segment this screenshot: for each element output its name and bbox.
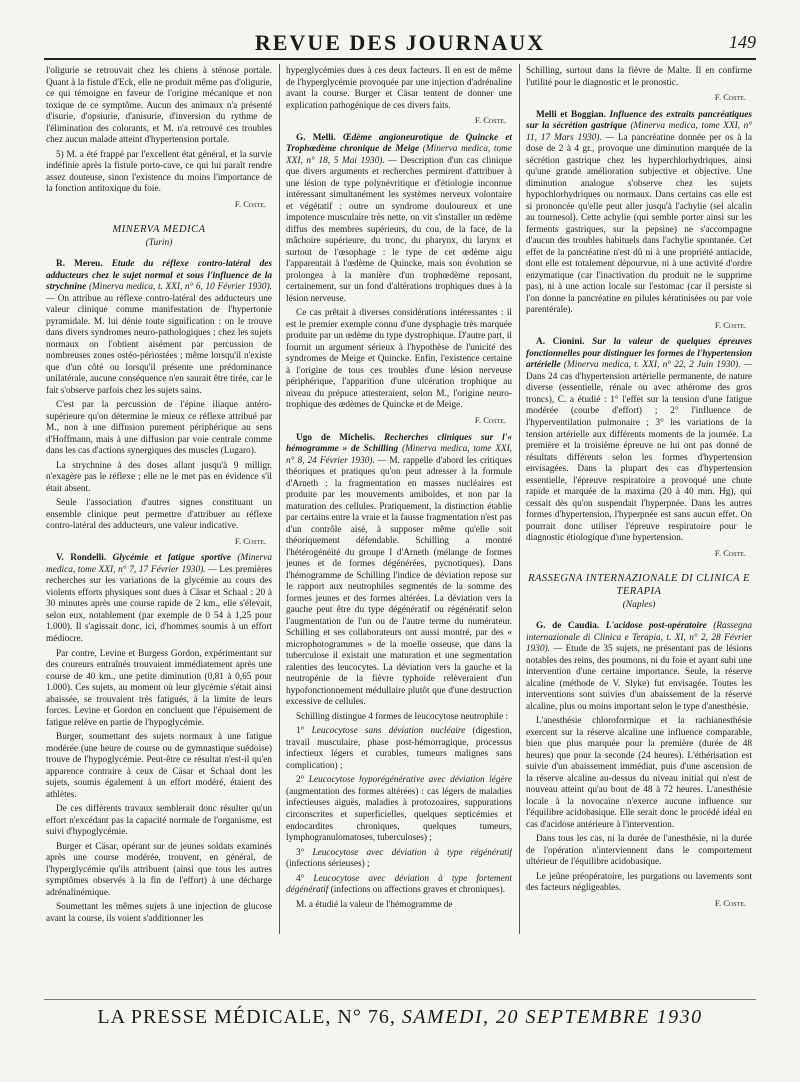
column-middle [286, 66, 512, 926]
article-journal: (Minerva medica, tome XXI, n° 8, 24 Février 1930). — [286, 444, 512, 466]
article-author: Melli et Boggian. [536, 109, 606, 120]
list-text: (infections ou affections graves et chroniques). [328, 885, 506, 896]
signature: F. Coste. [714, 897, 746, 908]
list-number: 3° [296, 847, 313, 858]
article-heading [526, 337, 752, 544]
section-title: MINERVA MEDICA [112, 224, 206, 236]
list-item [286, 848, 512, 871]
list-term: Leucocytose avec déviation à type régénératif [312, 847, 512, 858]
article-author: G. de Caudia. [536, 620, 600, 631]
list-item [286, 874, 512, 897]
footer-rule [44, 999, 756, 1000]
journal-title: REVUE DES JOURNAUX [254, 30, 546, 55]
page-number: 149 [729, 32, 756, 52]
list-text: (augmentation des formes altérées) : cas légers de maladies infectieuses aiguës, maladies à protozoaires, suppurations circonscrites et superficielles, quelques septicémies et endocardites chroniques, quelques tumeurs, lymphogranulomatoses, tuberculoses) ; [286, 786, 512, 844]
article-text: On attribue au réflexe contro-latéral des adducteurs une valeur clinique comme manifestation de l'hypertonie pyramidale. M. lui dénie toute signification : on le trouve dans divers syndromes neuro-pathologiques ; chez les sujets normaux on l'obtient aisément par percussion de nombreuses zones ostéo-périostées ; même lorsqu'il n'existe que d'un côté ou lorsqu'il présente une prédominance unilatérale, aucune conséquence n'en saurait être tirée, car le fait s'observe parfois chez les sujets sains. [46, 293, 272, 396]
signature: F. Coste. [234, 198, 266, 209]
article-heading [46, 553, 272, 645]
article-author: A. Cionini. [536, 337, 585, 348]
article-heading [46, 259, 272, 397]
signature: F. Coste. [714, 319, 746, 330]
page-header [44, 30, 756, 55]
column-left [46, 66, 272, 926]
list-text: (digestion, travail musculaire, phase post-hémorragique, processus infectieux légers et curables, tumeurs malignes sans complication) ; [286, 726, 512, 771]
paragraph: l'oligurie se retrouvait chez les chiens à sténose portale. Quant à la fistule d'Eck, elle ne produit même pas d'oligurie, ce qui témoigne en faveur de l'origine mécanique et non toxique de ce symptôme. Aucun des animaux n'a présenté d'isurie, d'opsiurie, d'anisurie, d'inversion du rythme de l'élimination des colorants, et M. n'a retrouvé ces troubles chez aucun malade atteint d'hypertension portale. [46, 66, 272, 146]
article-journal: (Minerva medica, tome XXI, n° 11, 17 Mars 1930). — [526, 121, 752, 143]
article-heading [286, 433, 512, 709]
section-title: RASSEGNA INTERNAZIONALE DI CLINICA E TERAPIA [528, 573, 750, 598]
article-text: M. rappelle d'abord les critiques théoriques et pratiques qu'on peut adresser à la formule d'Arneth : la fragmentation en masses nucléaires est produite par les mouvements amiboïdes, et non par la maturation des cellules. Pratiquement, la distinction établie par certains entre la vraie et la fausse fragmentation n'est pas d'un contrôle aisé, à supposer même qu'elle soit théoriquement défendable. Schilling a montré l'hétérogénéité du groupe I d'Arneth (mélange de formes jeunes et de formes dégénérées, pycnotiques). Dans l'hémogramme de Schilling l'indice de déviation repose sur le rapport aux neutrophiles segmentés de la somme des formes jeunes et des formes altérées. La déviation vers la gauche peut être du type dégénératif ou régénératif selon l'augmentation de l'un ou de l'autre terme du numérateur. Schilling et ses collaborateurs ont aussi montré, par des « microphotogrammes » de la moelle osseuse, que dans la tuberculose il existait une maturation et une segmentation ralenties des leucocytes. La déviation vers la gauche et la neutropénie de la fièvre typhoïde relèveraient d'un hypofonctionnement médullaire plutôt que d'une destruction excessive de cellules. [286, 455, 512, 708]
article-journal: (Minerva medica, t. XXI, n° 6, 10 Février 1930). — [46, 282, 272, 304]
signature: F. Coste. [474, 414, 506, 425]
article-author: R. Mereu. [56, 258, 103, 269]
article-title: Etude du réflexe contro-latéral des adducteurs chez le sujet normal et sous l'influence de la strychnine [46, 258, 272, 293]
header-rule [44, 58, 756, 60]
list-text: (infections sérieuses) ; [286, 859, 370, 870]
article-text: Description d'un cas clinique que divers arguments et recherches permirent d'attribuer à une lésion de type polynévritique et d'étiologie inconnue intéressant simultanément les systèmes nerveux volontaire et végétatif : outre un syndrome douloureux et une impotence musculaire très nette, on vit s'installer un œdème diffus des membres supérieurs, du cou, de la face, de la mâchoire supérieure, du tronc, du pharynx, du larynx et surtout de l'œsophage : le type de cet œdème aigu l'apparentait à l'œdème de Quincke, mais son évolution se prolongea à la manière d'un trophœdème reposant, certainement, sur un fond d'altérations trophiques dues à la lésion nerveuse. [286, 155, 512, 304]
article-text: La pancréatine donnée per os à la dose de 2 à 4 gr., provoque une diminution marquée de la sécrétion gastrique chez les hyperchlorhydriques, ainsi qu'une grande amélioration subjective et objective. Une diminution analogue s'observe chez les sujets hypochlorhydriques ou normaux. Dans certains cas elle est si prononcée qu'elle peut aller jusqu'à l'achylie (sel alcalin au tournesol). Cette achylie (qui semble porter ainsi sur les ferments gastriques, sur la pepsine) ne s'accompagne d'aucun des troubles habituels dans l'achylie spontanée. Cet effet de la pancréatine n'est dû ni à une propriété antiacide, dont elle est totalement dépourvue, ni à une activité d'ordre enzymatique (car l'inactivation du produit ne le supprime pas), ni à une action locale sur l'estomac (car il persiste si l'on donne la pancréatine en pilules kératinisées ou par voie parentérale). [526, 132, 752, 316]
signature: F. Coste. [474, 115, 506, 126]
article-text: Les premières recherches sur les variations de la glycémie au cours des violents efforts physiques sont dues à Cäsar et Schaal : 20 à 30 minutes après une course rapide de 2 km., elle s'élevait, selon eux, notablement (par exemple de 0 54 à 1,25 pour 1.000). Il s'agissait donc, ici, d'hommes soumis à un effort médiocre. [46, 564, 272, 644]
article-title: L'acidose post-opératoire [605, 620, 707, 631]
article-heading [526, 621, 752, 713]
signature: F. Coste. [714, 547, 746, 558]
paragraph: Dans tous les cas, ni la durée de l'anesthésie, ni la durée de l'opération n'interviennent dans le comportement ultérieur de l'équilibre acidobasique. [526, 834, 752, 868]
list-term: Leucocytose hyporégénérative avec déviation légère [308, 775, 512, 786]
paragraph: Burger, soumettant des sujets normaux à une fatigue modérée (une heure de course ou de gymnastique suédoise) trouve de l'hypoglycémie. Peut-être ce résultat n'est-il qu'en apparence contraire à ceux de Cäsar et Schaal dont les sujets, soumis également à un effort modéré, étaient des athlètes. [46, 732, 272, 800]
article-text: Etude de 35 sujets, ne présentant pas de lésions notables des reins, des poumons, ni du foie et ayant subi une intervention d'une certaine importance. Seule, la réserve alcaline (méthode de V. Slyke) fut envisagée. Toutes les interventions sont suivies d'un abaissement de la réserve alcaline, plus ou moins important selon le type d'anesthésie. [526, 644, 752, 712]
footer-journal: LA PRESSE MÉDICALE, N° 76, [97, 1006, 396, 1028]
signature: F. Coste. [234, 535, 266, 546]
article-author: Ugo de Michelis. [296, 432, 376, 443]
paragraph: Le jeûne préopératoire, les purgations ou lavements sont des facteurs négligeables. [526, 871, 752, 894]
paragraph: Seule l'association d'autres signes constituant un ensemble clinique peut permettre d'attribuer au réflexe contro-latéral des adducteurs, une valeur indicative. [46, 498, 272, 532]
article-title: Sur la valeur de quelques épreuves fonctionnelles pour distinguer les formes de l'hypertension artérielle [526, 337, 752, 371]
article-author: V. Rondelli. [56, 553, 107, 564]
list-item [286, 775, 512, 844]
article-heading [526, 110, 752, 317]
article-journal: (Minerva medica, t. XXI, n° 22, 2 Juin 1930). — [563, 360, 752, 371]
paragraph: Par contre, Levine et Burgess Gordon, expérimentant sur des coureurs entraînés trouvaient immédiatement après une course de 40 km., une petite diminution (0,81 à 0,65 pour 1.000). Ces sujets, au moment où leur glycémie s'était ainsi abaissée, se trouvaient très fatigués, à la limite de leurs forces. Levine et Gordon en concluent que l'épuisement de fatigue relève en partie de l'hypoglycémie. [46, 648, 272, 728]
list-term: Leucocytose sans déviation nucléaire [311, 726, 466, 737]
column-right [526, 66, 752, 926]
paragraph: M. a étudié la valeur de l'hémogramme de [296, 899, 453, 910]
paragraph: Soumettant les mêmes sujets à une injection de glucose avant la course, ils voient s'additionner les [46, 902, 272, 924]
footer-date: SAMEDI, 20 SEPTEMBRE 1930 [401, 1006, 703, 1028]
page-footer [44, 1006, 756, 1030]
paragraph: 5) M. a été frappé par l'excellent état général, et la survie indéfinie après la fistule porto-cave, ce qui lui paraît rendre assez douteuse, sinon l'existence du moins l'importance de la fonction antitoxique du foie. [46, 149, 272, 195]
list-item [286, 726, 512, 772]
list-number: 1° [296, 726, 312, 737]
paragraph: Burger et Cäsar, opérant sur de jeunes soldats examinés après une course modérée, trouvent, en général, de l'hyperglycémie qu'ils attribuent (ainsi que tous les autres symptômes observés à la fin de l'effort) à une décharge adrénalinémique. [46, 841, 272, 898]
article-title: Recherches cliniques sur l'« hémogramme » de Schilling [286, 432, 512, 455]
paragraph: C'est par la percussion de l'épine iliaque antéro-supérieure qu'on détermine le mieux ce réflexe attribué par M., non à une diffusion purement périphérique au sens d'Hoffmann, mais à une diffusion par voie centrale comme dans les cas d'actions synergiques des muscles (Lugaro). [46, 400, 272, 457]
article-title: Œdème angioneurotique de Quincke et Trophœdème chronique de Meige [286, 132, 512, 155]
signature: F. Coste. [714, 92, 746, 103]
article-title: Glycémie et fatigue sportive [112, 553, 231, 564]
list-term: Leucocytose avec déviation à type fortement dégénératif [286, 873, 512, 896]
article-journal: (Rassegna internazionale di Clinica e Terapia, t. XI, n° 2, 28 Février 1930). — [526, 620, 752, 655]
list-number: 2° [296, 775, 309, 786]
article-author: G. Melli. [296, 132, 336, 143]
paragraph: hyperglycémies dues à ces deux facteurs. Il en est de même de l'hyperglycémie provoquée par une injection d'adrénaline avant la course. Burger et Cäsar tentent de donner une explication pathogénique de ces divers faits. [286, 66, 512, 111]
article-heading [286, 133, 512, 306]
paragraph: Ce cas prêtait à diverses considérations intéressantes : il est le premier exemple connu d'une dysphagie très marquée produite par un œdème du type dystrophique. D'autre part, il fournit un argument sérieux à l'hypothèse de l'unicité des syndromes de Meige et Quincke. Enfin, l'existence certaine à l'origine de tous ces troubles d'une lésion nerveuse périphérique, l'apparition d'une ulcération trophique au niveau du prépuce attesteraient, selon M., l'origine neuro-trophique des œdèmes de Quincke et de Meige. [286, 308, 512, 411]
column-divider [279, 64, 280, 934]
paragraph: L'anesthésie chloroformique et la rachianesthésie exercent sur la réserve alcaline une influence comparable, bien que plus marquée pour la première (durée de 48 heures) que pour la seconde (24 heures). L'éthérisation est suivie d'un abaissement immédiat, puis d'une ascension de la réserve alcaline au-dessus du niveau initial qui n'est de nouveau atteint qu'au bout de 48 à 72 heures. L'anesthésie locale à la novocaïne n'exerce aucune influence sur l'équilibre acidobasique. Elle serait donc le procédé idéal en cas d'acidose antérieure à l'intervention. [526, 716, 752, 830]
list-number: 4° [296, 873, 314, 884]
article-journal: (Minerva medica, tome XXI, n° 7, 17 Février 1930). — [46, 553, 272, 575]
article-title: Influence des extraits pancréatiques sur la sécrétion gastrique [526, 109, 752, 132]
section-city: (Turin) [145, 238, 173, 249]
column-divider [519, 64, 520, 934]
article-journal: (Minerva medica, tome XXI, n° 18, 5 Mai 1930). — [286, 144, 512, 166]
article-text: Dans 24 cas d'hypertension artérielle permanente, de nature diverse (essentielle, rénale ou avec athérome des gros troncs), C. a étudié : 1° l'effet sur la tension d'une fatigue modérée (courbe d'effort) ; 2° l'influence de l'hyperventilation pulmonaire ; 3° les variations de la tension artérielle aux différents moments de la journée. La première et la troisième épreuve ne lui ont pas donné de résultats différents selon les formes d'hypertension envisagées. Dans la plupart des cas d'hypertension essentielle, l'épreuve respiratoire a provoqué une chute rapide et marquée de la maxima (20 à 40 mm. Hg), qui cessait dès qu'on suspendait l'hyperpnée. Dans les autres formes d'hypertension, l'hyperpnée est sans aucun effet. On pourrait donc utiliser l'épreuve respiratoire pour le diagnostic étiologique d'une hypertension. [526, 371, 752, 544]
section-city: (Naples) [622, 600, 656, 611]
paragraph: Schilling, surtout dans la fièvre de Malte. Il en confirme l'utilité pour le diagnostic et le pronostic. [526, 66, 752, 88]
paragraph: Schilling distingue 4 formes de leucocytose neutrophile : [296, 711, 508, 722]
paragraph: De ces différents travaux semblerait donc résulter qu'un effort n'excédant pas la capacité normale de l'organisme, est suivi d'hypoglycémie. [46, 804, 272, 838]
paragraph: La strychnine à des doses allant jusqu'à 9 milligr. n'exagère pas le réflexe ; elle ne le met pas en évidence s'il était absent. [46, 460, 272, 494]
